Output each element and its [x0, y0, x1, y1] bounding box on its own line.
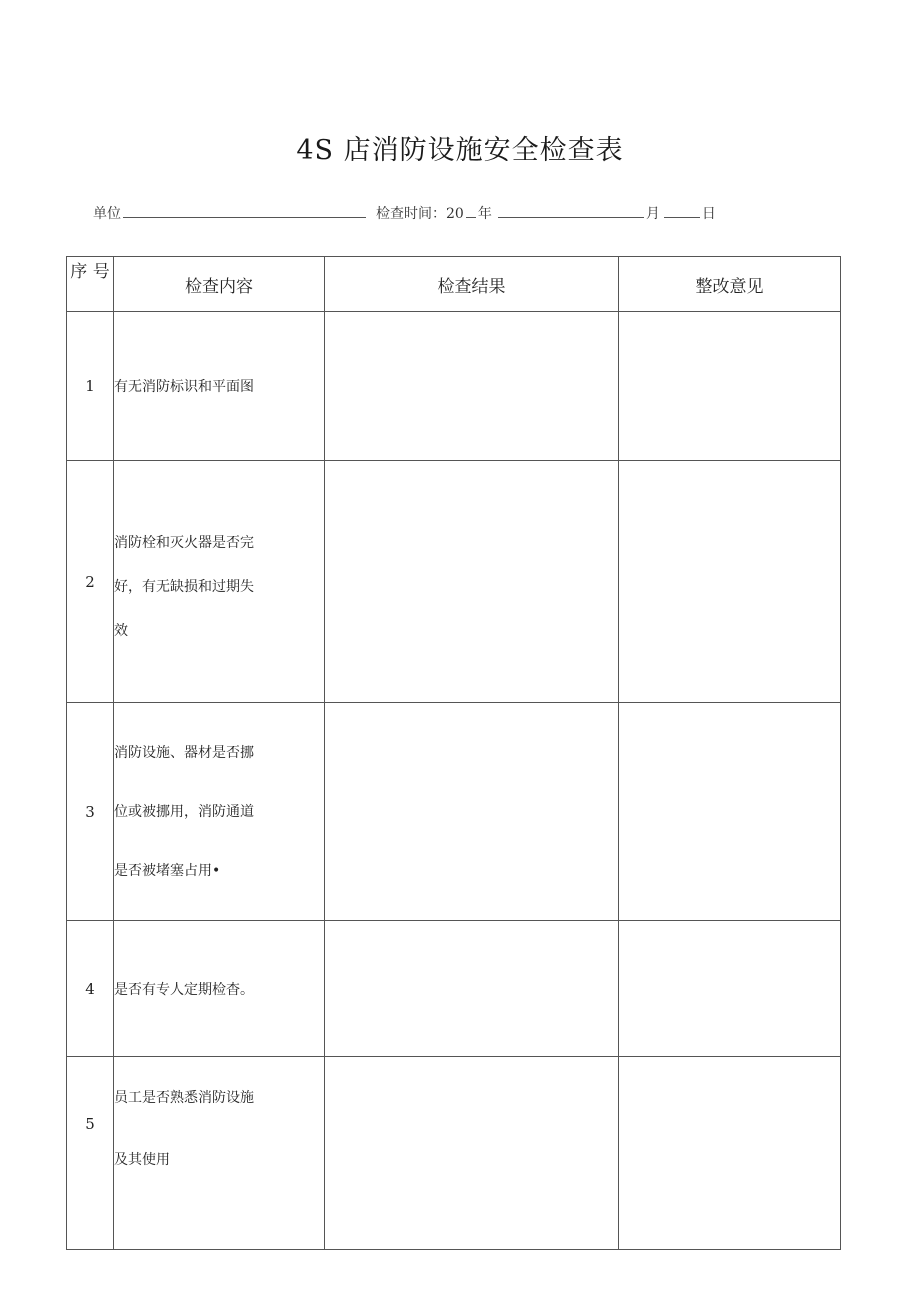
content-line: 效 — [114, 622, 128, 639]
advice-cell[interactable] — [619, 461, 841, 703]
unit-label: 单位 — [93, 206, 121, 222]
result-cell[interactable] — [325, 312, 619, 461]
table-row — [67, 461, 841, 703]
table-row — [67, 921, 841, 1057]
row-seq: 4 — [67, 921, 114, 1057]
result-cell[interactable] — [325, 921, 619, 1057]
advice-cell[interactable] — [619, 1057, 841, 1250]
content-line: 消防设施、器材是否挪 — [114, 744, 254, 761]
content-line: 员工是否熟悉消防设施 — [114, 1090, 254, 1106]
document-title: 4S 店消防设施安全检查表 — [296, 135, 624, 166]
row-content — [114, 921, 325, 1057]
content-line: 位或被挪用，消防通道 — [114, 803, 254, 820]
content-line: 是否被堵塞占用• — [114, 862, 221, 879]
content-line: 好，有无缺损和过期失 — [114, 578, 254, 595]
row-seq: 5 — [67, 1057, 114, 1250]
table-row — [67, 703, 841, 921]
advice-cell[interactable] — [619, 921, 841, 1057]
result-cell[interactable] — [325, 1057, 619, 1250]
unit-blank[interactable] — [123, 203, 366, 218]
table-row — [67, 1057, 841, 1250]
advice-cell[interactable] — [619, 312, 841, 461]
header-result: 检查结果 — [325, 257, 619, 312]
content-line: 有无消防标识和平面图 — [114, 379, 254, 395]
row-seq: 3 — [67, 703, 114, 921]
row-content — [114, 461, 325, 703]
row-content — [114, 703, 325, 921]
table-row — [67, 312, 841, 461]
row-seq: 2 — [67, 461, 114, 703]
result-cell[interactable] — [325, 703, 619, 921]
month-blank[interactable] — [498, 203, 644, 218]
year-label: 年 — [477, 206, 492, 222]
check-time-label: 检查时间：20 — [376, 206, 464, 222]
content-line: 及其使用 — [114, 1152, 170, 1168]
day-blank[interactable] — [664, 203, 700, 218]
row-seq: 1 — [67, 312, 114, 461]
content-line: 是否有专人定期检杳。 — [114, 981, 254, 998]
header-seq: 序 号 — [67, 257, 114, 312]
inspection-table — [66, 256, 841, 1250]
year-blank[interactable] — [466, 203, 476, 218]
result-cell[interactable] — [325, 461, 619, 703]
day-label: 日 — [701, 206, 716, 222]
advice-cell[interactable] — [619, 703, 841, 921]
header-advice: 整改意见 — [619, 257, 841, 312]
info-line — [93, 203, 716, 223]
row-content — [114, 1057, 325, 1250]
month-label: 月 — [645, 206, 660, 222]
content-line: 消防栓和灭火器是否完 — [114, 534, 254, 551]
header-content: 检查内容 — [114, 257, 325, 312]
row-content — [114, 312, 325, 461]
